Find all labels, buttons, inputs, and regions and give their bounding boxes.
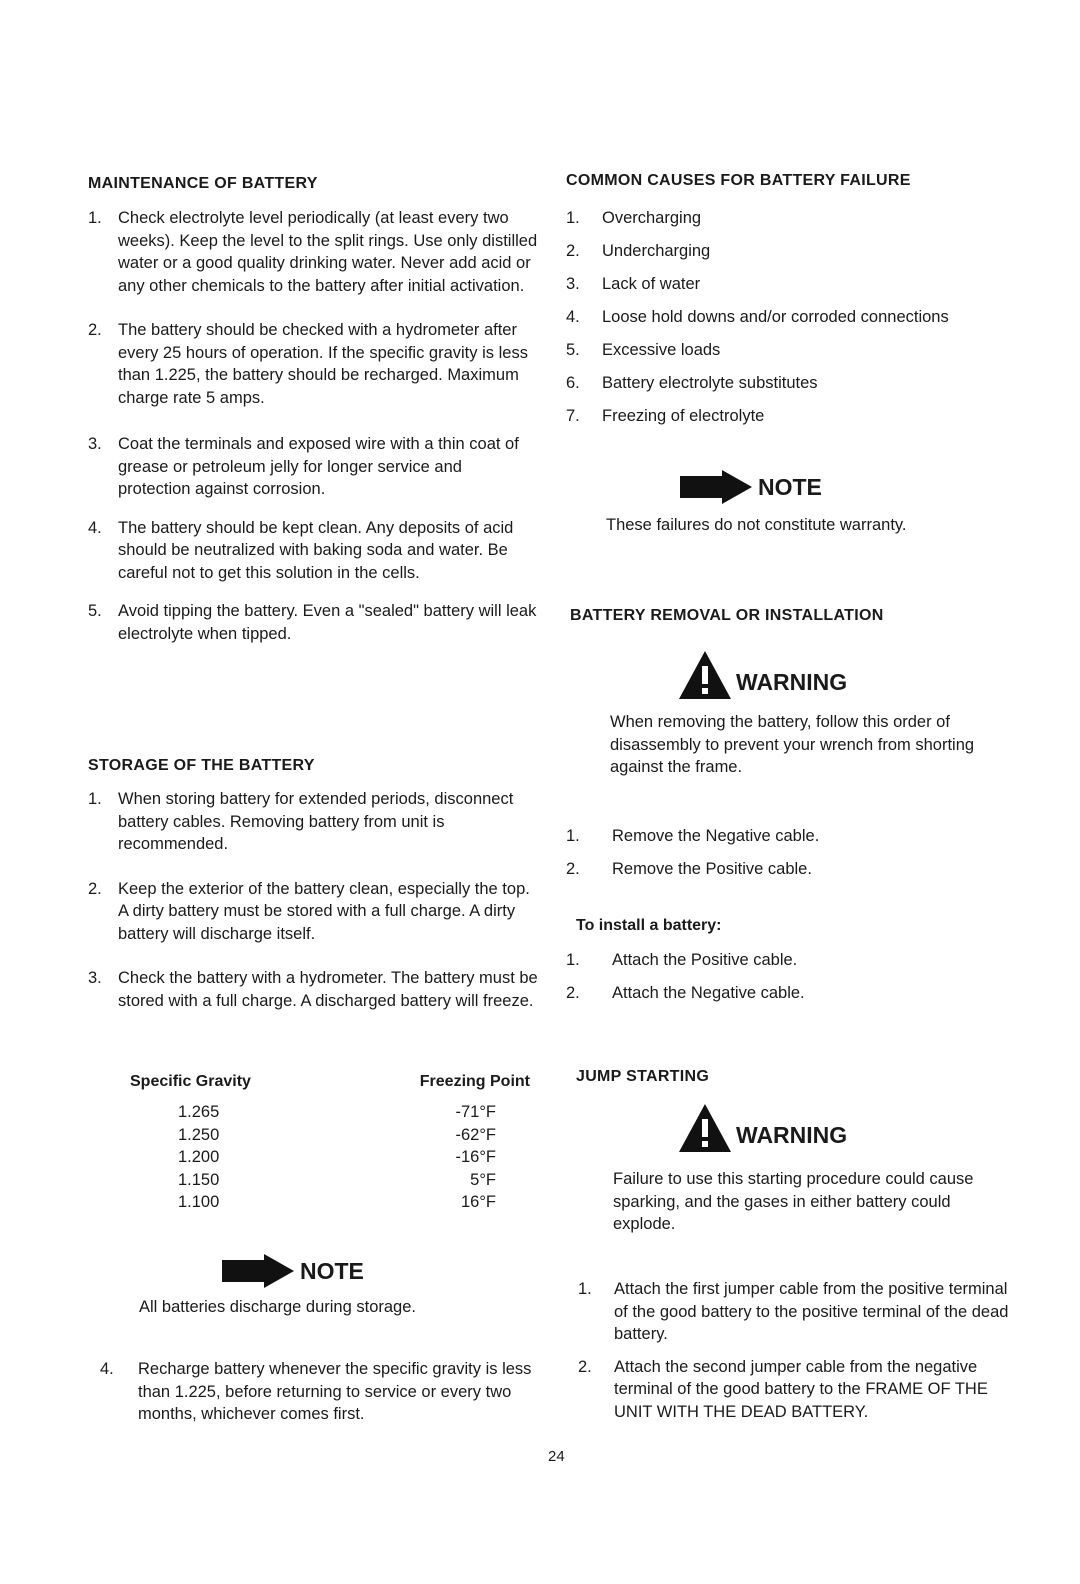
list-item: 4. Recharge battery whenever the specific gravity is less than 1.225, before returning to service or every two months, whichever comes first. bbox=[100, 1360, 532, 1423]
table-header-row bbox=[130, 1073, 530, 1101]
list-item: 1. Overcharging bbox=[566, 209, 702, 227]
list-item: 7. Freezing of electrolyte bbox=[566, 407, 765, 425]
list-item: 5. Excessive loads bbox=[566, 341, 721, 359]
jump-warning-callout bbox=[678, 1103, 847, 1153]
table-row: 1.150 5°F bbox=[178, 1170, 496, 1189]
list-item: 2. Attach the Negative cable. bbox=[566, 984, 805, 1002]
list-item: 4. The battery should be kept clean. Any deposits of acid should be neutralized with baking soda and water. Be careful not to get this solution in the cells. bbox=[88, 518, 514, 582]
removal-steps-list bbox=[566, 820, 996, 886]
warning-triangle-icon bbox=[678, 1103, 732, 1153]
table-row: 1.200 -16°F bbox=[178, 1148, 496, 1166]
storage-note-text: All batteries discharge during storage. bbox=[139, 1298, 416, 1316]
list-item: 1. Attach the Positive cable. bbox=[566, 951, 798, 969]
note-label: NOTE bbox=[758, 473, 822, 500]
list-item: 1. Remove the Negative cable. bbox=[566, 827, 820, 845]
storage-heading: STORAGE OF THE BATTERY bbox=[88, 757, 315, 774]
storage-list-continued bbox=[100, 1358, 544, 1426]
jump-heading: JUMP STARTING bbox=[576, 1068, 710, 1085]
list-item: 3. Coat the terminals and exposed wire with a thin coat of grease or petroleum jelly for longer service and protection against corrosion. bbox=[88, 435, 519, 498]
warning-label: WARNING bbox=[736, 1121, 848, 1148]
list-item: 3. Lack of water bbox=[566, 275, 701, 293]
failure-note-callout bbox=[680, 470, 822, 504]
storage-note-callout bbox=[222, 1254, 364, 1288]
table-row: 1.250 -62°F bbox=[178, 1125, 496, 1144]
failure-heading: COMMON CAUSES FOR BATTERY FAILURE bbox=[566, 172, 911, 189]
list-item: 3. Check the battery with a hydrometer. The battery must be stored with a full charge. A discharged battery will freeze. bbox=[88, 969, 538, 1010]
install-heading: To install a battery: bbox=[576, 917, 722, 934]
list-item: 1. Attach the first jumper cable from the positive terminal of the good battery to the positive terminal of the dead battery. bbox=[578, 1280, 1009, 1343]
jump-warning-text: Failure to use this starting procedure could cause sparking, and the gases in either battery could explode. bbox=[613, 1170, 974, 1233]
column-header-freezing-point: Freezing Point bbox=[419, 1073, 530, 1090]
table-row: 1.100 16°F bbox=[178, 1193, 496, 1211]
list-item: 5. Avoid tipping the battery. Even a "sealed" battery will leak electrolyte when tipped. bbox=[88, 602, 537, 643]
table-row: 1.265 -71°F bbox=[178, 1103, 496, 1121]
list-item: 2. The battery should be checked with a hydrometer after every 25 hours of operation. If the specific gravity is less than 1.225, the battery should be recharged. Maximum charge rate 5 amps. bbox=[88, 321, 528, 407]
arrow-right-icon bbox=[680, 470, 752, 504]
list-item: 1. Check electrolyte level periodically (at least every two weeks). Keep the level to the split rings. Use only distilled water or a good quality drinking water. Never add acid or any other chemicals to the battery after initial activation. bbox=[88, 209, 538, 295]
list-item: 2. Remove the Positive cable. bbox=[566, 860, 812, 878]
column-header-specific-gravity: Specific Gravity bbox=[130, 1073, 251, 1090]
warning-triangle-icon bbox=[678, 650, 732, 700]
removal-warning-callout bbox=[678, 650, 847, 700]
failure-note-text: These failures do not constitute warranty. bbox=[606, 516, 907, 534]
page-number: 24 bbox=[548, 1448, 565, 1465]
arrow-right-icon bbox=[222, 1254, 294, 1288]
install-steps-list bbox=[566, 944, 996, 1010]
failure-causes-list bbox=[566, 202, 996, 433]
note-label: NOTE bbox=[300, 1257, 364, 1284]
maintenance-list bbox=[88, 207, 538, 645]
list-item: 4. Loose hold downs and/or corroded connections bbox=[566, 308, 949, 326]
maintenance-heading: MAINTENANCE OF BATTERY bbox=[88, 175, 318, 192]
list-item: 2. Attach the second jumper cable from the negative terminal of the good battery to the FRAME OF THE UNIT WITH THE DEAD BATTERY. bbox=[578, 1357, 988, 1421]
removal-warning-text: When removing the battery, follow this order of disassembly to prevent your wrench from shorting against the frame. bbox=[610, 713, 975, 776]
jump-steps-list bbox=[578, 1278, 1018, 1423]
list-item: 1. When storing battery for extended periods, disconnect battery cables. Removing battery from unit is recommended. bbox=[88, 790, 514, 853]
list-item: 6. Battery electrolyte substitutes bbox=[566, 374, 818, 392]
specific-gravity-table bbox=[130, 1073, 530, 1214]
list-item: 2. Undercharging bbox=[566, 242, 711, 260]
warning-label: WARNING bbox=[736, 668, 848, 695]
removal-heading: BATTERY REMOVAL OR INSTALLATION bbox=[570, 607, 884, 624]
list-item: 2. Keep the exterior of the battery clean, especially the top. A dirty battery must be stored with a full charge. A dirty battery will discharge itself. bbox=[88, 879, 530, 943]
storage-list bbox=[88, 788, 538, 1012]
